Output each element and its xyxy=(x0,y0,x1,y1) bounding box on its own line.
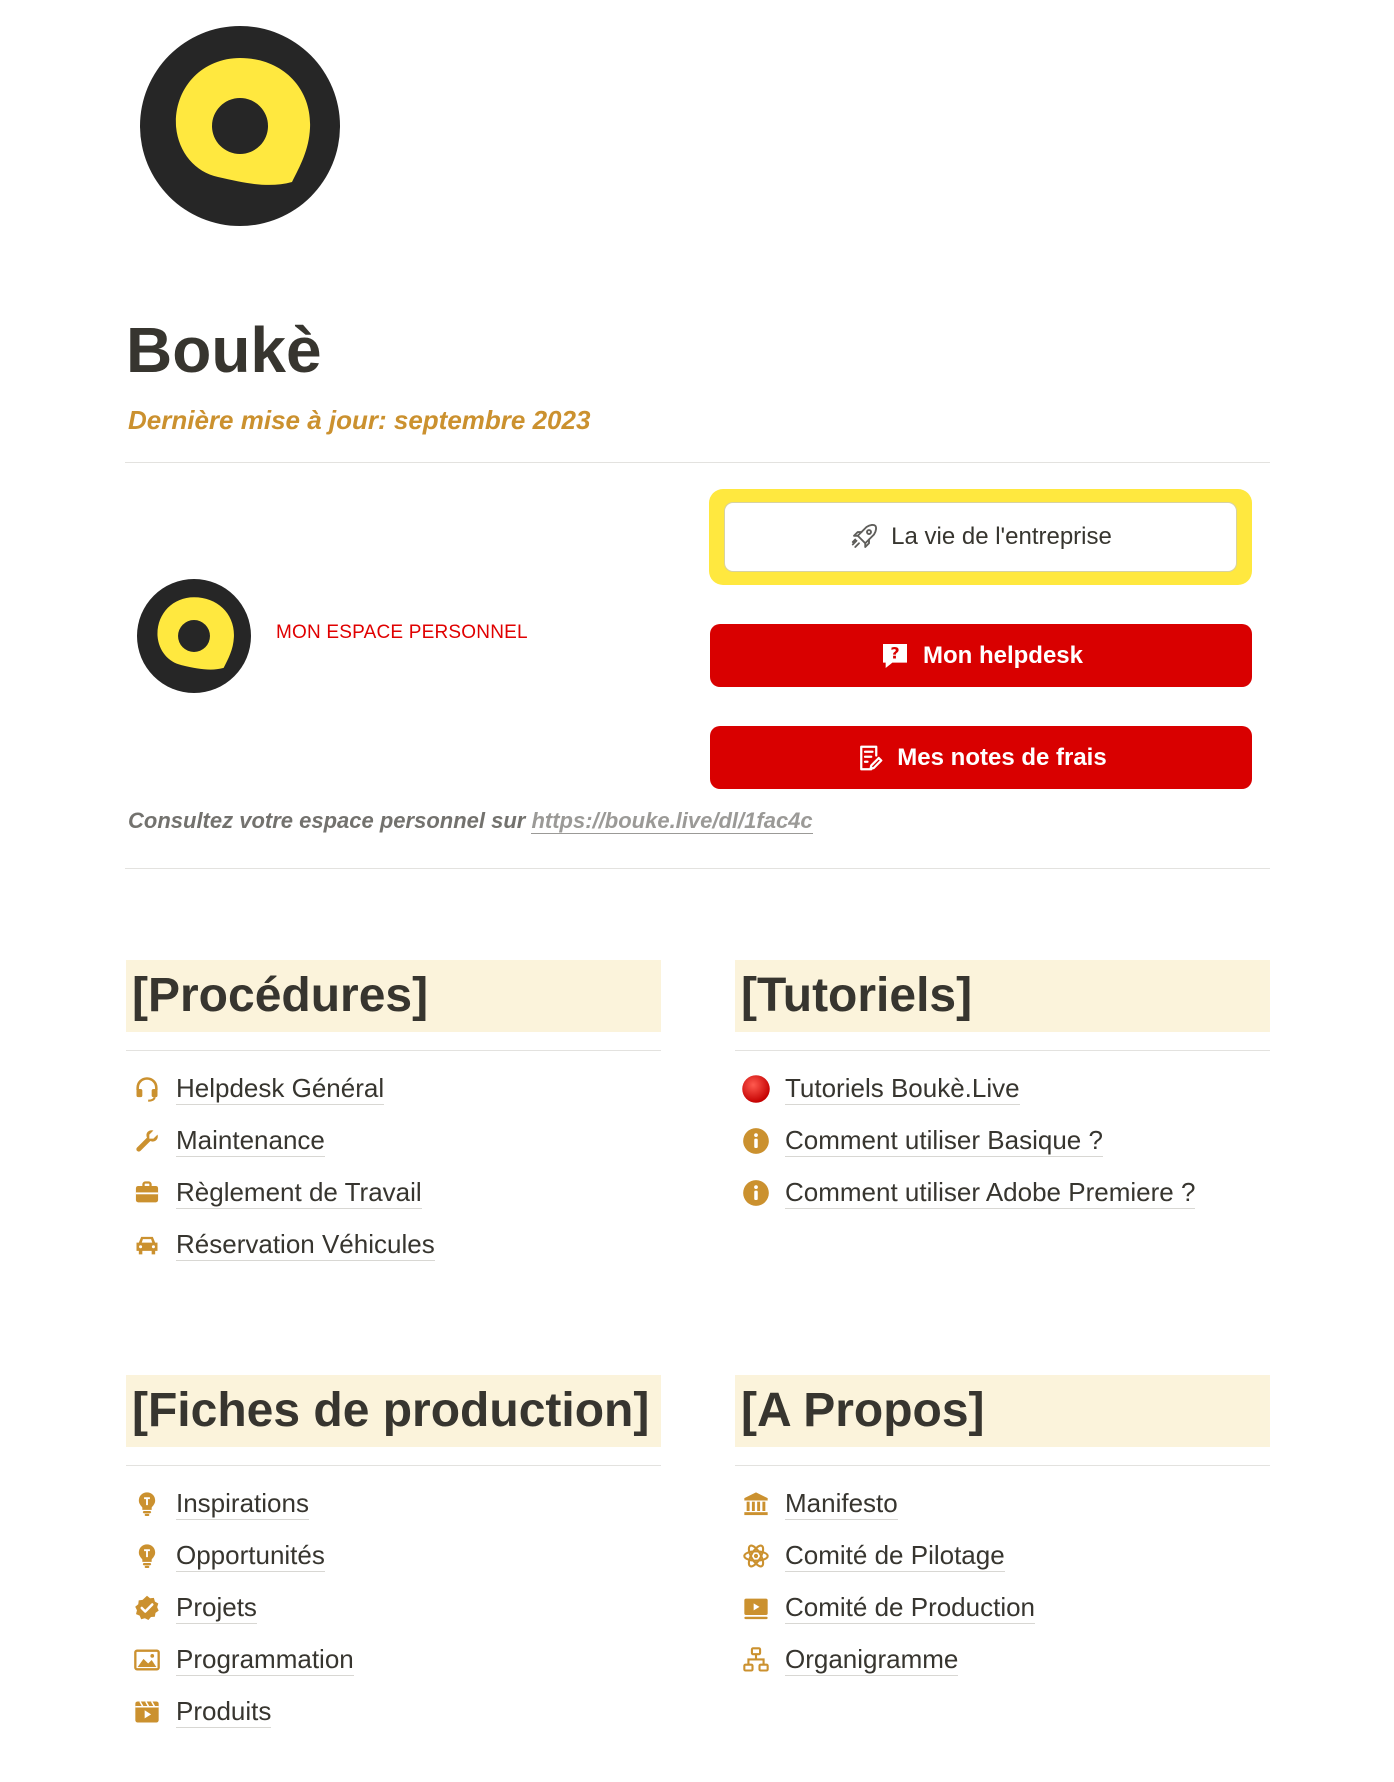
note-edit-icon xyxy=(855,743,885,773)
list-item-tutoriels-bouke-live[interactable] xyxy=(735,1063,1270,1115)
personal-space-link[interactable]: MON ESPACE PERSONNEL xyxy=(276,622,528,643)
car-icon xyxy=(132,1230,162,1260)
info-icon xyxy=(741,1126,771,1156)
org-chart-icon xyxy=(741,1645,771,1675)
list-item-label: Manifesto xyxy=(785,1488,898,1518)
list-item-label: Programmation xyxy=(176,1644,354,1674)
list-item-helpdesk-general[interactable] xyxy=(126,1063,661,1115)
section-tutoriels xyxy=(735,960,1270,1219)
list-item-label: Règlement de Travail xyxy=(176,1177,422,1207)
divider xyxy=(125,868,1270,869)
list-item-inspirations[interactable] xyxy=(126,1478,661,1530)
helpdesk-button[interactable] xyxy=(710,624,1252,687)
list-item-maintenance[interactable] xyxy=(126,1115,661,1167)
divider xyxy=(735,1465,1270,1466)
divider xyxy=(125,462,1270,463)
helpdesk-button-label: Mon helpdesk xyxy=(922,641,1084,669)
entreprise-button[interactable] xyxy=(724,502,1237,572)
entreprise-button-frame xyxy=(709,489,1252,585)
personal-space-url-link[interactable]: https://bouke.live/dl/1fac4c xyxy=(531,808,813,833)
briefcase-icon xyxy=(132,1178,162,1208)
list-item-produits[interactable] xyxy=(126,1686,661,1738)
rocket-icon xyxy=(849,522,879,552)
list-item-comite-pilotage[interactable] xyxy=(735,1530,1270,1582)
list-item-label: Maintenance xyxy=(176,1125,325,1155)
list-item-adobe-premiere[interactable] xyxy=(735,1167,1270,1219)
section-a-propos xyxy=(735,1375,1270,1686)
wrench-icon xyxy=(132,1126,162,1156)
atom-icon xyxy=(741,1541,771,1571)
clapperboard-icon xyxy=(132,1697,162,1727)
image-icon xyxy=(132,1645,162,1675)
divider xyxy=(126,1465,661,1466)
divider xyxy=(735,1050,1270,1051)
list-item-label: Tutoriels Boukè.Live xyxy=(785,1073,1020,1103)
svg-text:?: ? xyxy=(890,643,900,663)
personal-space-consult-text xyxy=(128,808,813,834)
divider xyxy=(126,1050,661,1051)
info-icon xyxy=(741,1178,771,1208)
bouke-logo xyxy=(140,26,340,226)
list-item-label: Produits xyxy=(176,1696,272,1726)
page-title: Boukè xyxy=(126,314,322,386)
list-item-organigramme[interactable] xyxy=(735,1634,1270,1686)
list-item-reservation-vehicules[interactable] xyxy=(126,1219,661,1271)
section-fiches-production xyxy=(126,1375,661,1738)
headset-icon xyxy=(132,1074,162,1104)
consult-prefix: Consultez votre espace personnel sur xyxy=(128,808,532,833)
verified-badge-icon xyxy=(132,1593,162,1623)
list-item-label: Organigramme xyxy=(785,1644,959,1674)
red-circle-icon xyxy=(741,1074,771,1104)
list-item-label: Projets xyxy=(176,1592,257,1622)
list-item-basique[interactable] xyxy=(735,1115,1270,1167)
list-item-label: Réservation Véhicules xyxy=(176,1229,435,1259)
section-title-fiches: [Fiches de production] xyxy=(126,1375,661,1447)
section-title-tutoriels: [Tutoriels] xyxy=(735,960,1270,1032)
section-procedures xyxy=(126,960,661,1271)
list-item-label: Inspirations xyxy=(176,1488,309,1518)
last-update-subtitle: Dernière mise à jour: septembre 2023 xyxy=(128,405,591,435)
building-columns-icon xyxy=(741,1489,771,1519)
personal-space-logo[interactable] xyxy=(137,579,251,693)
list-item-reglement-travail[interactable] xyxy=(126,1167,661,1219)
expense-notes-button-label: Mes notes de frais xyxy=(897,743,1107,771)
question-bubble-icon xyxy=(879,640,911,672)
list-item-label: Comment utiliser Adobe Premiere ? xyxy=(785,1177,1196,1207)
expense-notes-button[interactable] xyxy=(710,726,1252,789)
list-item-comite-production[interactable] xyxy=(735,1582,1270,1634)
list-item-programmation[interactable] xyxy=(126,1634,661,1686)
list-item-label: Opportunités xyxy=(176,1540,325,1570)
list-item-label: Helpdesk Général xyxy=(176,1073,385,1103)
lightbulb-icon xyxy=(132,1489,162,1519)
list-item-label: Comité de Pilotage xyxy=(785,1540,1005,1570)
entreprise-button-label: La vie de l'entreprise xyxy=(891,523,1112,550)
list-item-label: Comment utiliser Basique ? xyxy=(785,1125,1103,1155)
video-play-icon xyxy=(741,1593,771,1623)
list-item-opportunites[interactable] xyxy=(126,1530,661,1582)
list-item-manifesto[interactable] xyxy=(735,1478,1270,1530)
list-item-projets[interactable] xyxy=(126,1582,661,1634)
list-item-label: Comité de Production xyxy=(785,1592,1036,1622)
section-title-procedures: [Procédures] xyxy=(126,960,661,1032)
lightbulb-icon xyxy=(132,1541,162,1571)
section-title-a-propos: [A Propos] xyxy=(735,1375,1270,1447)
